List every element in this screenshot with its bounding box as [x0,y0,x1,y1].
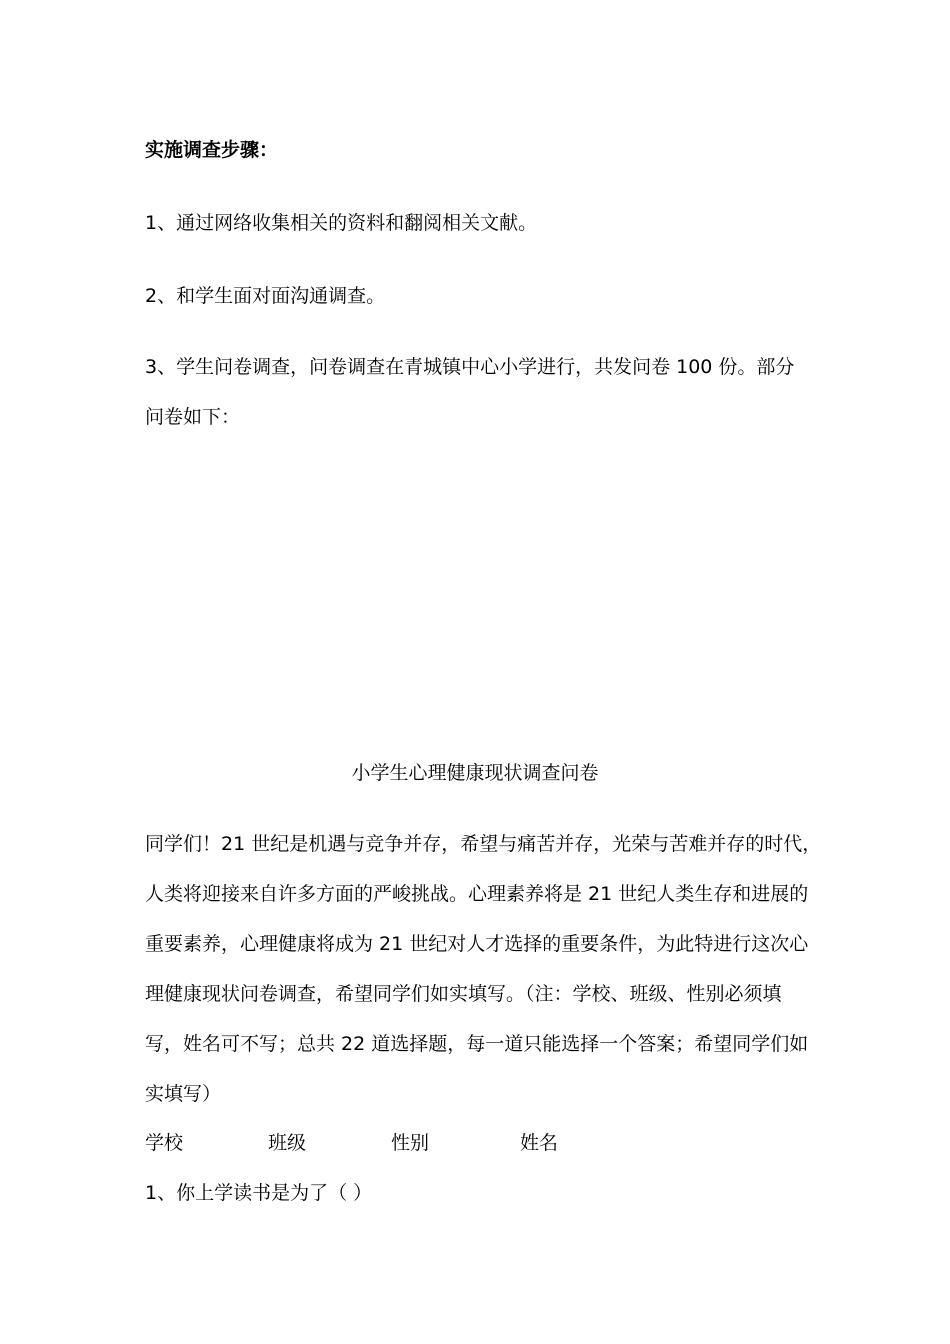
question-1: 1、你上学读书是为了（ ） [145,1182,373,1204]
gender-field-label: 性别 [391,1132,430,1154]
step-2: 2、和学生面对面沟通调查。 [145,285,386,307]
class-field-label: 班级 [268,1132,307,1154]
school-field-label: 学校 [145,1132,184,1154]
intro-line-1: 同学们！21 世纪是机遇与竞争并存，希望与痛苦并存，光荣与苦难并存的时代， [145,833,822,855]
intro-line-5: 写，姓名可不写；总共 22 道选择题，每一道只能选择一个答案；希望同学们如 [145,1033,809,1055]
intro-line-4: 理健康现状问卷调查，希望同学们如实填写。（注：学校、班级、性别必须填 [145,983,782,1005]
name-field-label: 姓名 [520,1132,559,1154]
questionnaire-title: 小学生心理健康现状调查问卷 [351,762,599,784]
intro-line-2: 人类将迎接来自许多方面的严峻挑战。心理素养将是 21 世纪人类生存和进展的 [145,883,809,905]
intro-line-6: 实填写） [145,1083,222,1105]
step-3: 3、学生问卷调查，问卷调查在青城镇中心小学进行，共发问卷 100 份。部分 [145,356,795,378]
intro-line-3: 重要素养，心理健康将成为 21 世纪对人才选择的重要条件，为此特进行这次心 [145,933,809,955]
section-heading: 实施调查步骤： [145,139,279,161]
step-1: 1、通过网络收集相关的资料和翻阅相关文献。 [145,212,538,234]
step-3-continued: 问卷如下： [145,406,241,428]
